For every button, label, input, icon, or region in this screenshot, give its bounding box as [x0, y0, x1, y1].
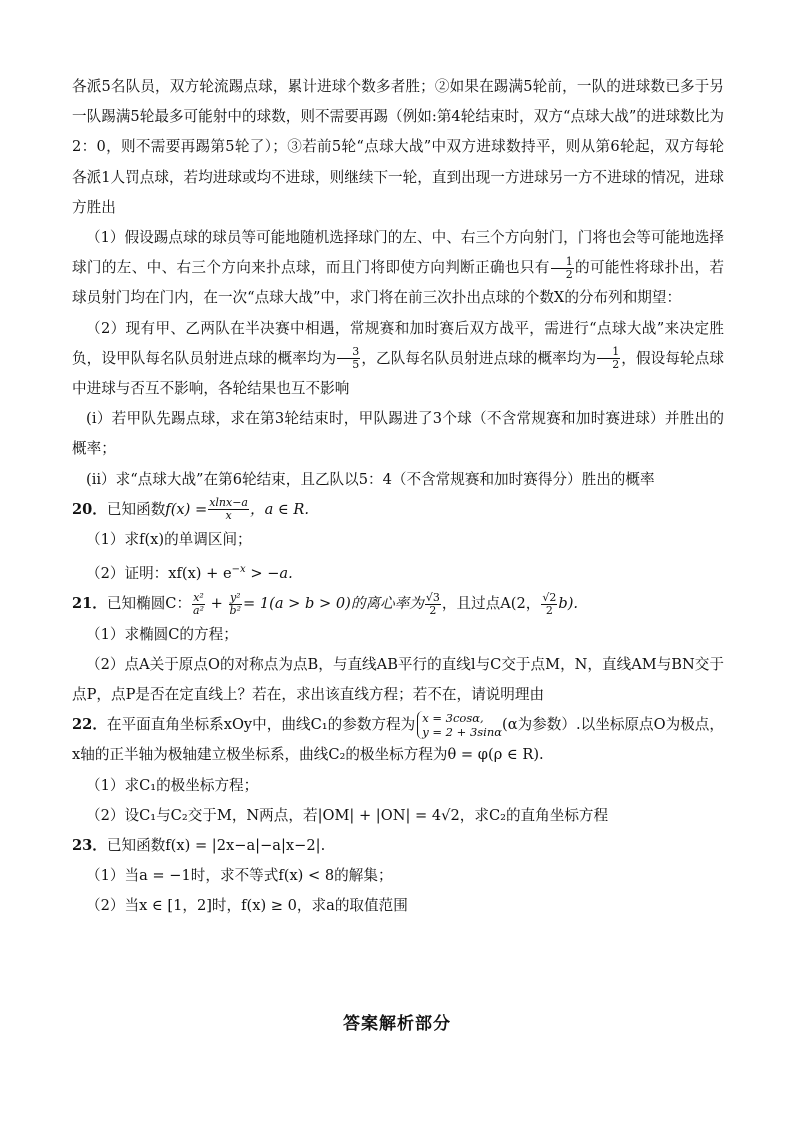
- q22-stem: [72, 710, 724, 770]
- q19-part2: [72, 314, 724, 405]
- fraction-one-half: [551, 256, 574, 281]
- q21-text-a: 已知椭圆C：: [106, 595, 192, 613]
- q19-part1-text-b: 的可能性将球扑出，若球员射门均在门内，在一次“点球大战”中，求门将在前三次扑出点球的个数X的分布列和期望：: [72, 259, 724, 307]
- q20-part1: （1）求f(x)的单调区间；: [86, 531, 252, 549]
- q20-fraction: [208, 497, 249, 522]
- q20-part2: [72, 555, 724, 589]
- q19-part2-text-a: （2）现有甲、乙两队在半决赛中相遇，常规赛和加时赛后双方战平，需进行“点球大战”来决定胜负，设甲队每名队员射进点球的概率均为: [72, 319, 724, 367]
- q20-text-b: ，a ∈ R.: [249, 500, 309, 518]
- q21-stem: 21．已知椭圆C： $\frac{\text{x²}}{\text{a²}}$ + $\frac{\text{y²}}{\text{b²}}$ = 1(a > b > 0)的离心率为 $\frac{√3}{2}$ ，且过点A(2， $\frac{√2}{2}$ b).: [72, 590, 579, 617]
- q23-stem: [72, 831, 724, 861]
- frac-den: 2: [429, 603, 437, 617]
- fraction-point: [541, 592, 557, 617]
- param-line-1: x = 3cosα,: [422, 711, 484, 726]
- frac-num: y²: [229, 590, 241, 604]
- question-number: 22．: [72, 716, 107, 734]
- q20-text-a: 已知函数: [106, 500, 166, 518]
- fraction-y2-b2: [229, 592, 242, 617]
- question-number: 20．: [72, 500, 107, 518]
- q21-text-b: ，且过点A(2，: [441, 595, 541, 613]
- q23-text: 已知函数f(x) = |2x−a|−a|x−2|.: [106, 836, 326, 854]
- frac-num: 1: [551, 256, 574, 269]
- frac-den: 2: [545, 603, 553, 617]
- frac-den: 2: [565, 267, 573, 281]
- question-number: 21．: [72, 595, 107, 613]
- q19-intro: 各派5名队员，双方轮流踢点球，累计进球个数多者胜；②如果在踢满5轮前，一队的进球数已多于另一队踢满5轮最多可能射中的球数，则不需要再踢（例如:第4轮结束时，双方“点球大战”的进球数比为2：0，则不需要再踢第5轮了）；③若前5轮“点球大战”中双方进球数持平，则从第6轮起，双方每轮各派1人罚点球，若均进球或均不进球，则继续下一轮，直到出现一方进球另一方不进球的情况，进球方胜出: [72, 78, 724, 216]
- frac-den: 2: [612, 358, 620, 372]
- q21-text-c: b).: [558, 595, 579, 613]
- fraction-one-half: [597, 346, 620, 371]
- frac-num: x²: [193, 590, 204, 604]
- exam-page: [72, 72, 724, 922]
- q19-part1-text-a: （1）假设踢点球的球员等可能地随机选择球门的左、中、右三个方向射门，门将也会等可能地选择球门的左、中、右三个方向来扑点球，而且门将即使方向判断正确也只有: [72, 229, 724, 277]
- q22-text-b: (α为参数）.以坐标原点O为极点，x轴的正半轴为极轴建立极坐标系，曲线C₂的极坐标方程为θ = φ(ρ ∈ R).: [72, 716, 725, 764]
- frac-num: √2: [542, 590, 557, 604]
- q23-part1: （1）当a = −1时，求不等式f(x) < 8的解集；: [86, 867, 393, 885]
- exponent: −x: [231, 564, 246, 576]
- q19-part2-text-c: ，假设每轮点球中进球与否互不影响，各轮结果也互不影响: [72, 349, 724, 398]
- frac-den: b²: [229, 603, 241, 617]
- frac-num: √3: [425, 590, 440, 604]
- frac-num: 1: [597, 346, 620, 359]
- frac-den: 5: [352, 358, 360, 372]
- frac-num: 3: [337, 346, 360, 359]
- q22-part2: （2）设C₁与C₂交于M，N两点，若|OM| + |ON| = 4√2，求C₂的直角坐标方程: [86, 806, 609, 824]
- q20-part2-text: （2）证明：xf(x) + e: [86, 565, 232, 583]
- q21-part2: （2）点A关于原点O的对称点为点B，与直线AB平行的直线l与C交于点M，N，直线AM与BN交于点P，点P是否在定直线上？若在，求出该直线方程；若不在，请说明理由: [72, 655, 724, 703]
- q19-part1: [72, 223, 724, 314]
- frac-den: x: [225, 509, 232, 523]
- q21-equation: = 1(a > b > 0)的离心率为: [242, 595, 424, 613]
- q19-sub1: (ⅰ）若甲队先踢点球，求在第3轮结束时，甲队踢进了3个球（不含常规赛和加时赛进球）并胜出的概率；: [72, 410, 724, 458]
- param-line-2: y = 2 + 3sinα: [422, 725, 503, 740]
- fraction-x2-a2: [192, 592, 205, 617]
- fraction-eccentricity: [425, 592, 441, 617]
- fraction-three-fifths: [337, 346, 360, 371]
- q20-fx: f(x) =: [165, 500, 208, 518]
- q20-part2-tail: > −a.: [245, 565, 293, 583]
- q22-text-a: 在平面直角坐标系xOy中，曲线C₁的参数方程为: [106, 716, 416, 734]
- question-number: 23．: [72, 836, 107, 854]
- q23-part2: （2）当x ∈ [1，2]时，f(x) ≥ 0，求a的取值范围: [86, 897, 408, 915]
- frac-num: xlnx−a: [209, 496, 248, 510]
- q20-stem: [72, 495, 724, 525]
- q22-part1: （1）求C₁的极坐标方程；: [86, 776, 259, 794]
- q19-part2-text-b: ，乙队每名队员射进点球的概率均为: [361, 349, 597, 367]
- frac-den: a²: [193, 603, 205, 617]
- q21-part1: （1）求椭圆C的方程；: [86, 625, 238, 643]
- q19-sub2: (ⅱ）求“点球大战”在第6轮结束，且乙队以5：4（不含常规赛和加时赛得分）胜出的概率: [86, 470, 655, 488]
- parametric-equations: [417, 711, 502, 739]
- answer-section-title: 答案解析部分: [343, 1014, 451, 1034]
